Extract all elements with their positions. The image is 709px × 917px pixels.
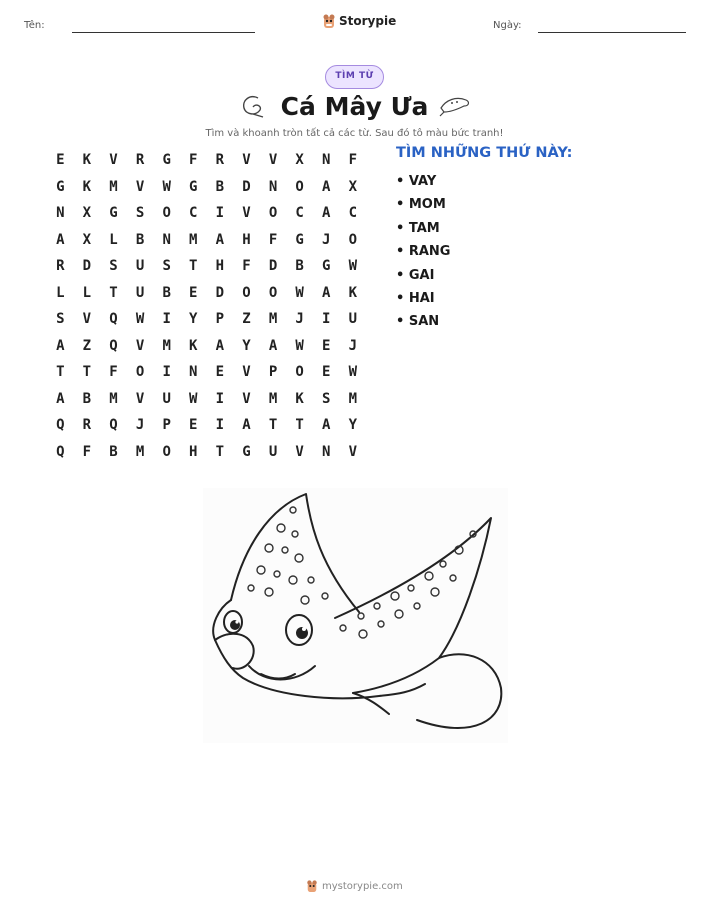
grid-letter[interactable]: J bbox=[322, 231, 331, 248]
grid-letter[interactable]: F bbox=[82, 443, 92, 460]
grid-letter[interactable]: V bbox=[268, 152, 278, 168]
grid-letter[interactable]: L bbox=[56, 284, 65, 301]
grid-letter[interactable]: C bbox=[348, 205, 358, 221]
brand-logo bbox=[322, 13, 396, 29]
grid-letter[interactable]: E bbox=[189, 284, 198, 301]
grid-row bbox=[47, 439, 366, 466]
grid-letter[interactable]: T bbox=[295, 417, 304, 433]
grid-letter[interactable]: L bbox=[109, 231, 118, 248]
grid-letter[interactable]: D bbox=[215, 284, 225, 301]
grid-letter[interactable]: B bbox=[82, 390, 92, 407]
grid-letter[interactable]: U bbox=[135, 258, 145, 274]
word-list bbox=[396, 170, 450, 334]
grid-letter[interactable]: D bbox=[82, 258, 92, 274]
grid-letter[interactable]: Y bbox=[242, 337, 251, 354]
date-label: Ngày: bbox=[493, 20, 522, 31]
grid-row bbox=[47, 200, 366, 227]
grid-letter[interactable]: Y bbox=[348, 417, 358, 433]
grid-letter[interactable]: U bbox=[135, 284, 145, 301]
grid-letter[interactable]: W bbox=[162, 178, 171, 195]
grid-letter[interactable]: A bbox=[215, 231, 225, 248]
grid-letter[interactable]: Q bbox=[109, 337, 118, 354]
storypie-mascot-icon bbox=[322, 13, 336, 29]
grid-letter[interactable]: V bbox=[135, 178, 145, 195]
grid-letter[interactable]: V bbox=[242, 364, 251, 380]
grid-letter[interactable]: M bbox=[268, 311, 278, 327]
grid-letter[interactable]: A bbox=[322, 205, 331, 221]
grid-letter[interactable]: A bbox=[322, 178, 331, 195]
name-line[interactable] bbox=[72, 32, 255, 33]
storypie-mascot-icon bbox=[306, 879, 318, 893]
grid-letter[interactable]: G bbox=[295, 231, 304, 248]
grid-letter[interactable]: N bbox=[268, 178, 278, 195]
word-list-item: • SAN bbox=[396, 314, 440, 330]
grid-letter[interactable]: E bbox=[322, 364, 331, 380]
name-label: Tên: bbox=[24, 20, 45, 31]
grid-letter[interactable]: K bbox=[295, 390, 304, 407]
grid-letter[interactable]: M bbox=[189, 231, 198, 248]
grid-letter[interactable]: V bbox=[242, 205, 251, 221]
grid-letter[interactable]: R bbox=[56, 258, 65, 274]
grid-letter[interactable]: H bbox=[215, 258, 225, 274]
grid-letter[interactable]: B bbox=[215, 178, 225, 195]
grid-letter[interactable]: O bbox=[162, 443, 171, 460]
grid-letter[interactable]: W bbox=[135, 311, 145, 327]
grid-letter[interactable]: X bbox=[295, 152, 304, 168]
grid-row bbox=[47, 280, 366, 307]
grid-letter[interactable]: F bbox=[189, 152, 198, 168]
grid-letter[interactable]: B bbox=[162, 284, 171, 301]
grid-letter[interactable]: I bbox=[215, 390, 225, 407]
grid-letter[interactable]: A bbox=[56, 390, 65, 407]
word-list-item: • TAM bbox=[396, 220, 440, 236]
title-container bbox=[0, 92, 709, 121]
word-search-badge: TÌM TỪ bbox=[325, 65, 384, 89]
grid-letter[interactable]: M bbox=[268, 390, 278, 407]
grid-letter[interactable]: H bbox=[189, 443, 198, 460]
grid-letter[interactable]: S bbox=[56, 311, 65, 327]
grid-letter[interactable]: G bbox=[242, 443, 251, 460]
grid-letter[interactable]: F bbox=[109, 364, 118, 380]
grid-letter[interactable]: E bbox=[215, 364, 225, 380]
grid-letter[interactable]: X bbox=[82, 231, 92, 248]
grid-letter[interactable]: G bbox=[56, 178, 65, 195]
grid-letter[interactable]: U bbox=[268, 443, 278, 460]
grid-letter[interactable]: Q bbox=[56, 417, 65, 433]
grid-letter[interactable]: G bbox=[109, 205, 118, 221]
grid-letter[interactable]: K bbox=[82, 178, 92, 195]
grid-letter[interactable]: F bbox=[348, 152, 358, 168]
grid-letter[interactable]: J bbox=[348, 337, 358, 354]
grid-letter[interactable]: W bbox=[295, 337, 304, 354]
grid-letter[interactable]: T bbox=[268, 417, 278, 433]
grid-letter[interactable]: X bbox=[82, 205, 92, 221]
brand-name: Storypie bbox=[339, 14, 397, 28]
grid-letter[interactable]: B bbox=[135, 231, 145, 248]
grid-letter[interactable]: W bbox=[348, 258, 358, 274]
grid-letter[interactable]: O bbox=[242, 284, 251, 301]
word-list-item: • HAI bbox=[396, 290, 435, 306]
grid-letter[interactable]: U bbox=[162, 390, 171, 407]
grid-letter[interactable]: M bbox=[135, 443, 145, 460]
grid-letter[interactable]: S bbox=[135, 205, 145, 221]
grid-letter[interactable]: A bbox=[242, 417, 251, 433]
grid-letter[interactable]: J bbox=[295, 311, 304, 327]
grid-letter[interactable]: V bbox=[135, 390, 145, 407]
word-list-item: • RANG bbox=[396, 244, 451, 260]
grid-letter[interactable]: I bbox=[322, 311, 331, 327]
grid-letter[interactable]: T bbox=[189, 258, 198, 274]
grid-letter[interactable]: V bbox=[348, 443, 358, 460]
grid-letter[interactable]: N bbox=[322, 152, 331, 168]
grid-letter[interactable]: R bbox=[215, 152, 225, 168]
word-list-item: • GAI bbox=[396, 267, 435, 283]
instructions: Tìm và khoanh tròn tất cả các từ. Sau đó tô màu bức tranh! bbox=[205, 128, 504, 139]
grid-row bbox=[47, 412, 366, 439]
grid-letter[interactable]: S bbox=[162, 258, 171, 274]
grid-letter[interactable]: C bbox=[295, 205, 304, 221]
grid-letter[interactable]: W bbox=[348, 364, 358, 380]
grid-row bbox=[47, 174, 366, 201]
grid-letter[interactable]: B bbox=[109, 443, 118, 460]
grid-letter[interactable]: D bbox=[242, 178, 251, 195]
grid-letter[interactable]: I bbox=[162, 364, 171, 380]
grid-letter[interactable]: M bbox=[109, 178, 118, 195]
grid-letter[interactable]: E bbox=[189, 417, 198, 433]
grid-row bbox=[47, 359, 366, 386]
grid-letter[interactable]: P bbox=[215, 311, 225, 327]
grid-letter[interactable]: E bbox=[322, 337, 331, 354]
grid-letter[interactable]: K bbox=[82, 152, 92, 168]
grid-letter[interactable]: X bbox=[348, 178, 358, 195]
grid-letter[interactable]: O bbox=[162, 205, 171, 221]
grid-letter[interactable]: V bbox=[109, 152, 118, 168]
grid-letter[interactable]: Q bbox=[109, 311, 118, 327]
grid-letter[interactable]: V bbox=[295, 443, 304, 460]
grid-letter[interactable]: G bbox=[322, 258, 331, 274]
grid-letter[interactable]: A bbox=[56, 337, 65, 354]
grid-letter[interactable]: W bbox=[295, 284, 304, 301]
grid-letter[interactable]: A bbox=[56, 231, 65, 248]
grid-letter[interactable]: T bbox=[82, 364, 92, 380]
word-list-item: • MOM bbox=[396, 197, 446, 213]
grid-letter[interactable]: H bbox=[242, 231, 251, 248]
grid-letter[interactable]: A bbox=[268, 337, 278, 354]
grid-letter[interactable]: V bbox=[242, 152, 251, 168]
grid-row bbox=[47, 227, 366, 254]
grid-letter[interactable]: I bbox=[162, 311, 171, 327]
grid-letter[interactable]: Z bbox=[242, 311, 251, 327]
grid-letter[interactable]: U bbox=[348, 311, 358, 327]
grid-row bbox=[47, 147, 366, 174]
grid-row bbox=[47, 253, 366, 280]
find-list-title: TÌM NHỮNG THỨ NÀY: bbox=[396, 145, 573, 161]
grid-letter[interactable]: O bbox=[268, 284, 278, 301]
grid-letter[interactable]: T bbox=[109, 284, 118, 301]
grid-letter[interactable]: Q bbox=[56, 443, 65, 460]
grid-letter[interactable]: O bbox=[268, 205, 278, 221]
footer bbox=[306, 879, 403, 893]
grid-letter[interactable]: A bbox=[322, 417, 331, 433]
grid-letter[interactable]: J bbox=[135, 417, 145, 433]
grid-letter[interactable]: F bbox=[268, 231, 278, 248]
grid-letter[interactable]: A bbox=[322, 284, 331, 301]
footer-url[interactable]: mystorypie.com bbox=[322, 880, 403, 892]
stingray-illustration bbox=[203, 488, 508, 743]
grid-letter[interactable]: S bbox=[322, 390, 331, 407]
grid-letter[interactable]: K bbox=[189, 337, 198, 354]
grid-row bbox=[47, 386, 366, 413]
grid-letter[interactable]: C bbox=[189, 205, 198, 221]
letter-grid bbox=[47, 147, 366, 465]
grid-letter[interactable]: V bbox=[82, 311, 92, 327]
grid-letter[interactable]: N bbox=[56, 205, 65, 221]
grid-letter[interactable]: F bbox=[242, 258, 251, 274]
grid-letter[interactable]: O bbox=[295, 178, 304, 195]
grid-letter[interactable]: M bbox=[348, 390, 358, 407]
grid-letter[interactable]: I bbox=[215, 205, 225, 221]
grid-row bbox=[47, 306, 366, 333]
grid-letter[interactable]: P bbox=[268, 364, 278, 380]
grid-letter[interactable]: T bbox=[215, 443, 225, 460]
grid-letter[interactable]: W bbox=[189, 390, 198, 407]
page-title: Cá Mây Ưa bbox=[280, 92, 429, 121]
grid-letter[interactable]: O bbox=[135, 364, 145, 380]
grid-letter[interactable]: V bbox=[135, 337, 145, 354]
word-list-item: • VAY bbox=[396, 174, 437, 189]
grid-letter[interactable]: L bbox=[82, 284, 92, 301]
grid-letter[interactable]: O bbox=[295, 364, 304, 380]
grid-letter[interactable]: N bbox=[162, 231, 171, 248]
date-line[interactable] bbox=[538, 32, 686, 33]
grid-letter[interactable]: K bbox=[348, 284, 358, 301]
grid-letter[interactable]: M bbox=[162, 337, 171, 354]
grid-letter[interactable]: I bbox=[215, 417, 225, 433]
grid-letter[interactable]: B bbox=[295, 258, 304, 274]
grid-letter[interactable]: O bbox=[348, 231, 358, 248]
grid-letter[interactable]: Z bbox=[82, 337, 92, 354]
grid-letter[interactable]: N bbox=[322, 443, 331, 460]
grid-letter[interactable]: N bbox=[189, 364, 198, 380]
grid-letter[interactable]: R bbox=[82, 417, 92, 433]
grid-letter[interactable]: V bbox=[242, 390, 251, 407]
grid-letter[interactable]: R bbox=[135, 152, 145, 168]
grid-letter[interactable]: M bbox=[109, 390, 118, 407]
grid-letter[interactable]: G bbox=[189, 178, 198, 195]
grid-letter[interactable]: P bbox=[162, 417, 171, 433]
grid-letter[interactable]: Y bbox=[189, 311, 198, 327]
grid-row bbox=[47, 333, 366, 360]
grid-letter[interactable]: D bbox=[268, 258, 278, 274]
grid-letter[interactable]: G bbox=[162, 152, 171, 168]
grid-letter[interactable]: Q bbox=[109, 417, 118, 433]
stingray-doodle-icon bbox=[438, 94, 472, 118]
grid-letter[interactable]: A bbox=[215, 337, 225, 354]
grid-letter[interactable]: S bbox=[109, 258, 118, 274]
grid-letter[interactable]: E bbox=[56, 152, 65, 168]
grid-letter[interactable]: T bbox=[56, 364, 65, 380]
